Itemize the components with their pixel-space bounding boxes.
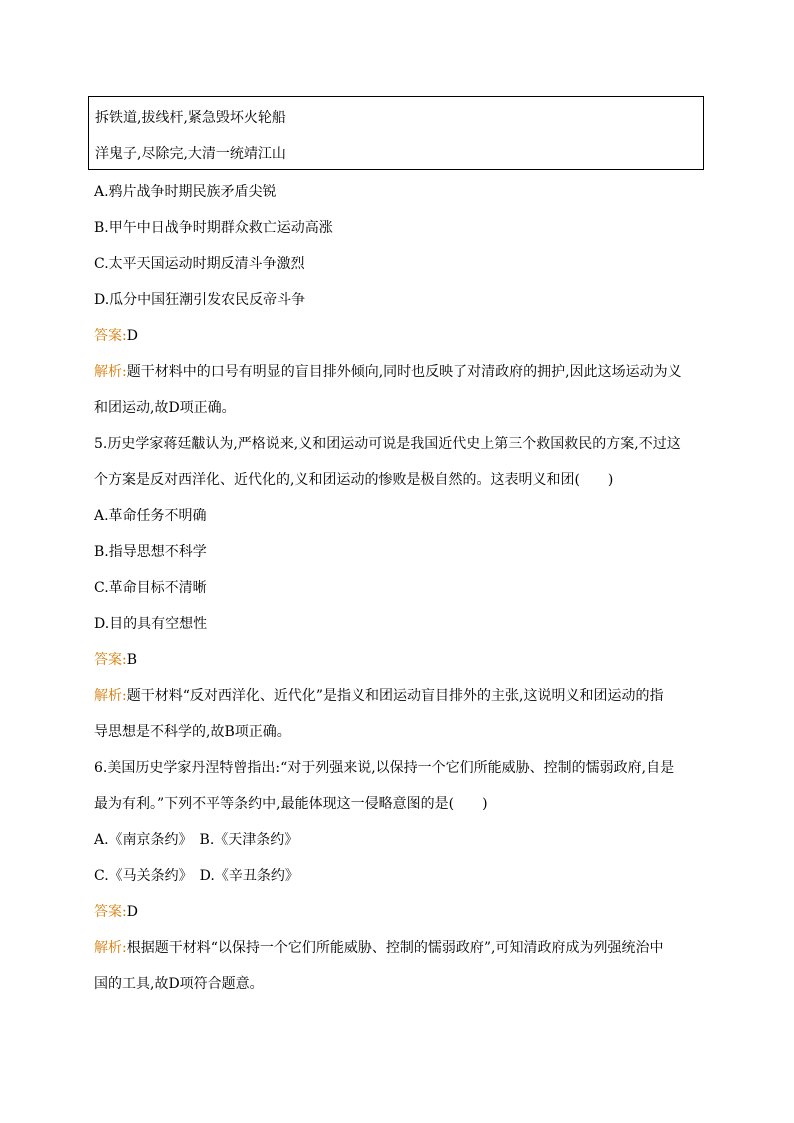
q5-option-d: D.目的具有空想性	[94, 616, 208, 632]
q4-option-a: A.鸦片战争时期民族矛盾尖锐	[94, 184, 277, 200]
q6-options-row-2: C.《马关条约》 D.《辛丑条约》	[94, 868, 299, 884]
material-line-1: 拆铁道,拔线杆,紧急毁坏火轮船	[95, 110, 286, 126]
q5-option-b: B.指导思想不科学	[94, 544, 207, 560]
answer-value: B	[126, 652, 138, 668]
q6-answer	[94, 903, 138, 921]
q4-analysis-line-1	[94, 363, 682, 381]
analysis-label: 解析:	[94, 940, 127, 956]
answer-value: D	[126, 328, 138, 344]
q6-analysis-line-1	[94, 939, 663, 957]
analysis-text: 题干材料“反对西洋化、近代化”是指义和团运动盲目排外的主张,这说明义和团运动的指	[126, 688, 664, 704]
answer-label: 答案:	[94, 328, 127, 344]
q5-option-a: A.革命任务不明确	[94, 508, 207, 524]
q5-stem-line-2: 个方案是反对西洋化、近代化的,义和团运动的惨败是极自然的。这表明义和团( )	[94, 472, 614, 488]
answer-label: 答案:	[94, 904, 127, 920]
answer-label: 答案:	[94, 652, 127, 668]
answer-value: D	[126, 904, 138, 920]
q6-stem-line-1: 6.美国历史学家丹涅特曾指出:“对于列强来说,以保持一个它们所能威胁、控制的懦弱政府,自是	[94, 760, 675, 776]
q6-options-row-1: A.《南京条约》 B.《天津条约》	[94, 832, 299, 848]
analysis-label: 解析:	[94, 688, 127, 704]
q6-analysis-line-2: 国的工具,故D项符合题意。	[94, 976, 264, 992]
q5-option-c: C.革命目标不清晰	[94, 580, 207, 596]
q6-stem-line-2: 最为有利。”下列不平等条约中,最能体现这一侵略意图的是( )	[94, 796, 488, 812]
material-box	[88, 96, 704, 170]
q4-option-b: B.甲午中日战争时期群众救亡运动高涨	[94, 220, 333, 236]
q4-option-c: C.太平天国运动时期反清斗争激烈	[94, 256, 305, 272]
q5-stem-line-1: 5.历史学家蒋廷黻认为,严格说来,义和团运动可说是我国近代史上第三个救国救民的方案,不过这	[94, 436, 681, 452]
analysis-label: 解析:	[94, 364, 127, 380]
q4-answer	[94, 327, 138, 345]
q5-analysis-line-2: 导思想是不科学的,故B项正确。	[94, 724, 291, 740]
q4-option-d: D.瓜分中国狂潮引发农民反帝斗争	[94, 292, 306, 308]
q5-answer	[94, 651, 137, 669]
analysis-text: 题干材料中的口号有明显的盲目排外倾向,同时也反映了对清政府的拥护,因此这场运动为义	[126, 364, 682, 380]
q4-analysis-line-2: 和团运动,故D项正确。	[94, 400, 236, 416]
analysis-text: 根据题干材料“以保持一个它们所能威胁、控制的懦弱政府”,可知清政府成为列强统治中	[126, 940, 664, 956]
q5-analysis-line-1	[94, 687, 663, 705]
material-line-2: 洋鬼子,尽除完,大清一统靖江山	[95, 146, 286, 162]
